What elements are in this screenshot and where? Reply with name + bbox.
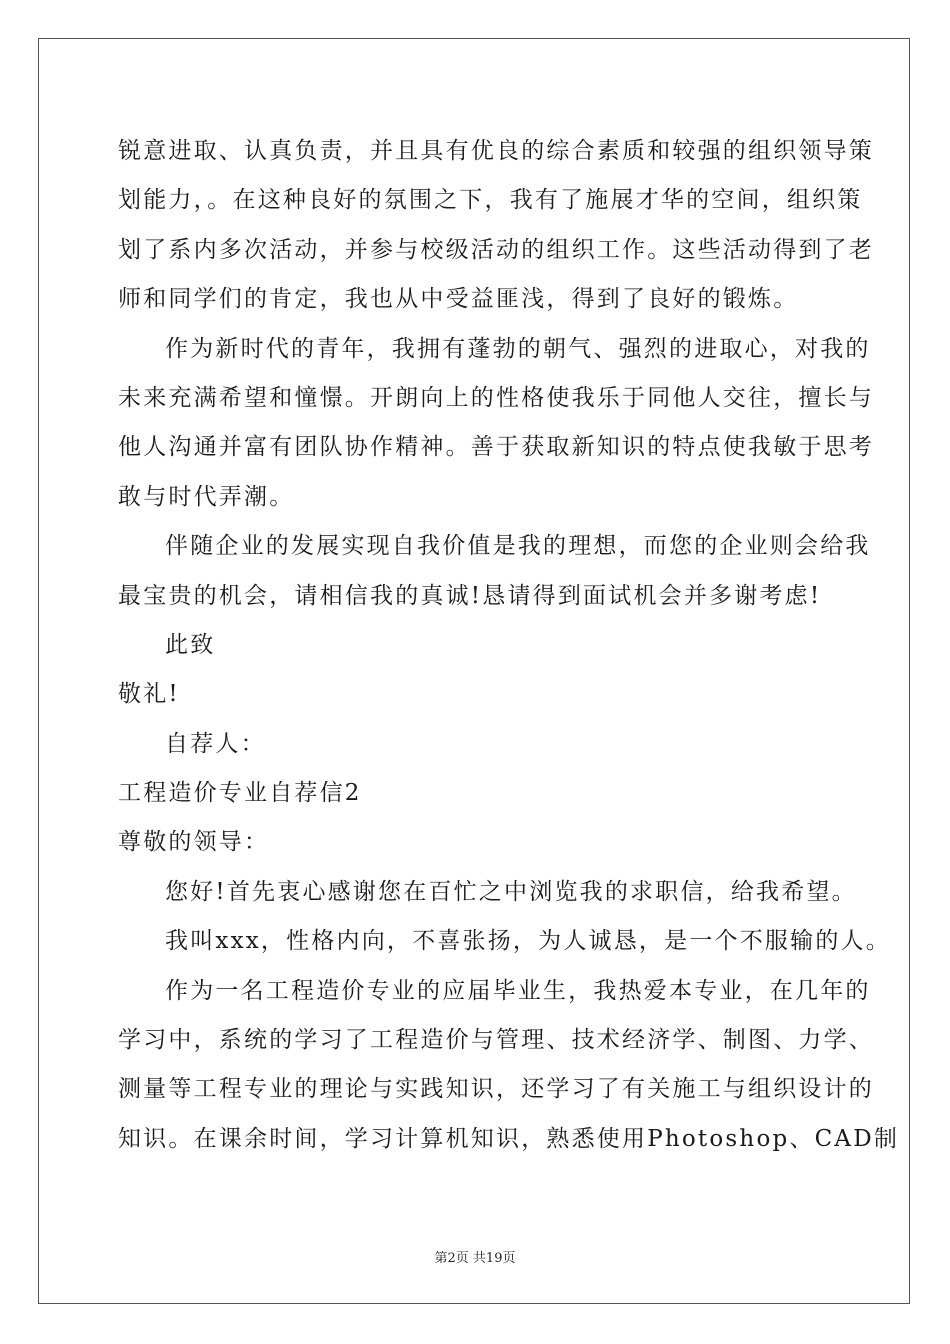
salutation-line: 敬礼! [118,681,180,708]
text-line: 作为新时代的青年，我拥有蓬勃的朝气、强烈的进取心，对我的 [165,335,871,362]
text-line: 您好!首先衷心感谢您在百忙之中浏览我的求职信，给我希望。 [165,878,857,905]
page-number-footer: 第2页 共19页 [434,1251,516,1266]
text-line: 最宝贵的机会，请相信我的真诚!恳请得到面试机会并多谢考虑! [118,582,822,609]
signature-line: 自荐人： [165,730,266,757]
text-line: 伴随企业的发展实现自我价值是我的理想，而您的企业则会给我 [165,533,871,560]
text-line: 作为一名工程造价专业的应届毕业生，我热爱本专业，在几年的 [165,977,871,1004]
greeting-line: 尊敬的领导： [118,829,270,856]
text-line: 师和同学们的肯定，我也从中受益匪浅，得到了良好的锻炼。 [118,286,799,313]
closing-line: 此致 [165,631,216,658]
text-line: 划能力，。在这种良好的氛围之下，我有了施展才华的空间，组织策 [118,187,863,214]
section-title: 工程造价专业自荐信2 [118,780,362,807]
text-line: 测量等工程专业的理论与实践知识，还学习了有关施工与组织设计的 [118,1076,874,1103]
text-line: 未来充满希望和憧憬。开朗向上的性格使我乐于同他人交往，擅长与 [118,384,874,411]
text-line: 学习中，系统的学习了工程造价与管理、技术经济学、制图、力学、 [118,1027,874,1054]
text-line: 我叫xxx，性格内向，不喜张扬，为人诚恳，是一个不服输的人。 [165,928,891,955]
text-line: 知识。在课余时间，学习计算机知识，熟悉使用Photoshop、CAD制 [118,1125,900,1152]
text-line: 锐意进取、认真负责，并且具有优良的综合素质和较强的组织领导策 [118,138,874,164]
letter-body [118,127,900,1164]
text-line: 敢与时代弄潮。 [118,483,295,510]
text-line: 划了系内多次活动，并参与校级活动的组织工作。这些活动得到了老 [118,236,874,263]
text-line: 他人沟通并富有团队协作精神。善于获取新知识的特点使我敏于思考 [118,434,874,461]
